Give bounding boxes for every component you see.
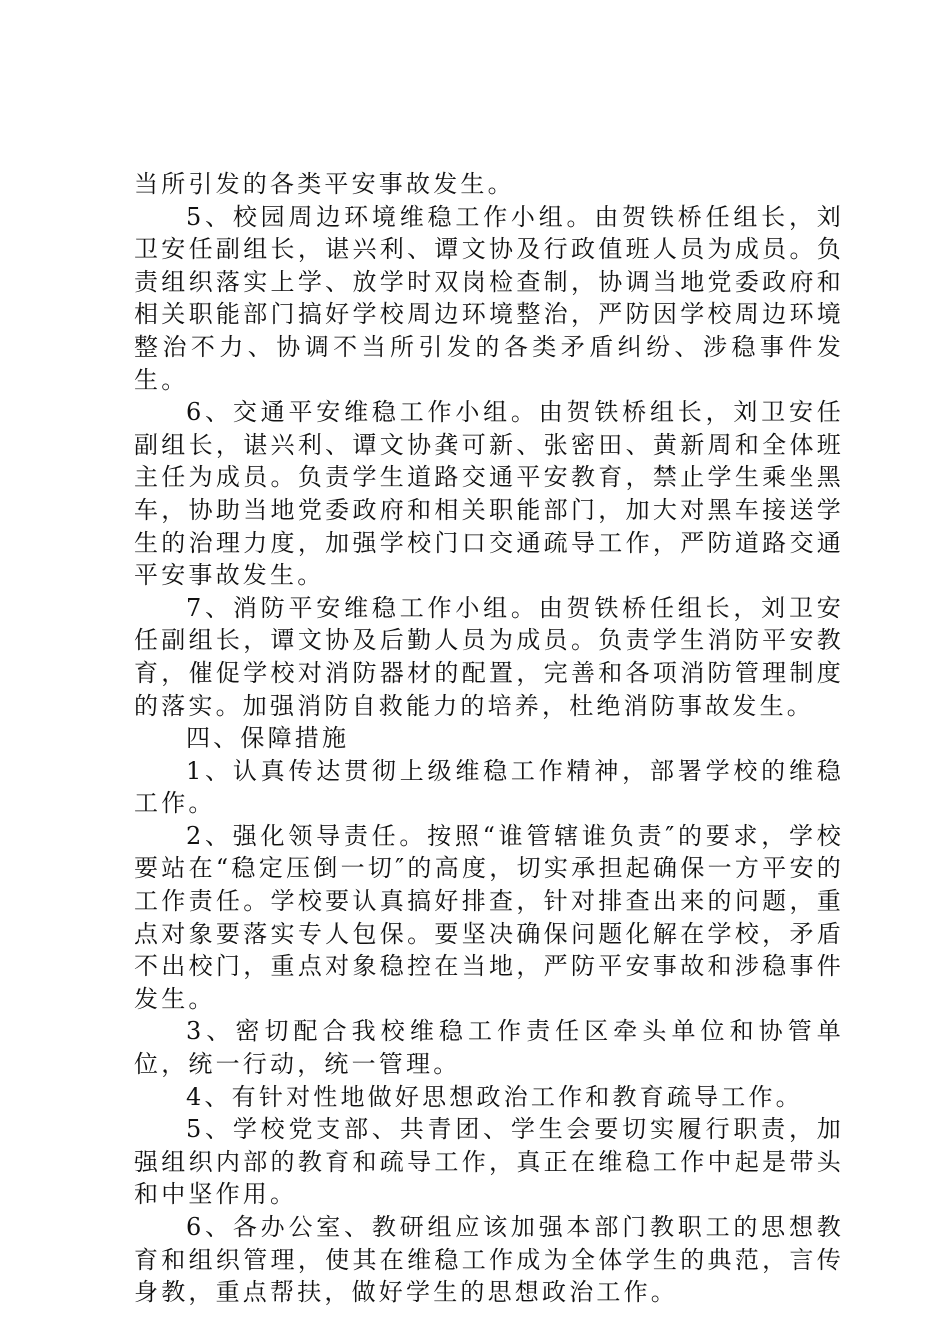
paragraph-traffic-safety-group: 6、交通平安维稳工作小组。由贺铁桥组长，刘卫安任副组长，谌兴利、谭文协龚可新、张密田、黄新周和全体班主任为成员。负责学生道路交通平安教育，禁止学生乘坐黑车，协助当地党委政府和相关职能部门，加大对黑车接送学生的治理力度，加强学校门口交通疏导工作，严防道路交通平安事故发生。	[134, 398, 844, 590]
paragraph-safeguard-6: 6、各办公室、教研组应该加强本部门教职工的思想教育和组织管理，使其在维稳工作成为全体学生的典范，言传身教，重点帮扶，做好学生的思想政治工作。	[134, 1213, 844, 1307]
paragraph-safeguard-1: 1、认真传达贯彻上级维稳工作精神，部署学校的维稳工作。	[134, 756, 844, 818]
paragraph-safeguard-3: 3、密切配合我校维稳工作责任区牵头单位和协管单位，统一行动，统一管理。	[134, 1017, 844, 1079]
paragraph-fire-safety-group: 7、消防平安维稳工作小组。由贺铁桥任组长，刘卫安任副组长，谭文协及后勤人员为成员。负责学生消防平安教育，催促学校对消防器材的配置，完善和各项消防管理制度的落实。加强消防自救能力的培养，杜绝消防事故发生。	[134, 593, 844, 720]
paragraph-safeguard-2: 2、强化领导责任。按照“谁管辖谁负责″的要求，学校要站在“稳定压倒一切″的高度，切实承担起确保一方平安的工作责任。学校要认真搞好排查，针对排查出来的问题，重点对象要落实专人包保。要坚决确保问题化解在学校，矛盾不出校门，重点对象稳控在当地，严防平安事故和涉稳事件发生。	[134, 821, 844, 1013]
document-body	[134, 168, 844, 1309]
paragraph: 当所引发的各类平安事故发生。	[134, 170, 515, 198]
paragraph-safeguard-4: 4、有针对性地做好思想政治工作和教育疏导工作。	[186, 1082, 803, 1111]
paragraph-campus-surroundings-group: 5、校园周边环境维稳工作小组。由贺铁桥任组长，刘卫安任副组长，谌兴利、谭文协及行政值班人员为成员。负责组织落实上学、放学时双岗检查制，协调当地党委政府和相关职能部门搞好学校周边环境整治，严防因学校周边环境整治不力、协调不当所引发的各类矛盾纠纷、涉稳事件发生。	[134, 202, 844, 394]
paragraph-safeguard-5: 5、学校党支部、共青团、学生会要切实履行职责，加强组织内部的教育和疏导工作，真正在维稳工作中起是带头和中坚作用。	[134, 1115, 844, 1209]
section-heading-safeguards: 四、保障措施	[186, 724, 350, 753]
